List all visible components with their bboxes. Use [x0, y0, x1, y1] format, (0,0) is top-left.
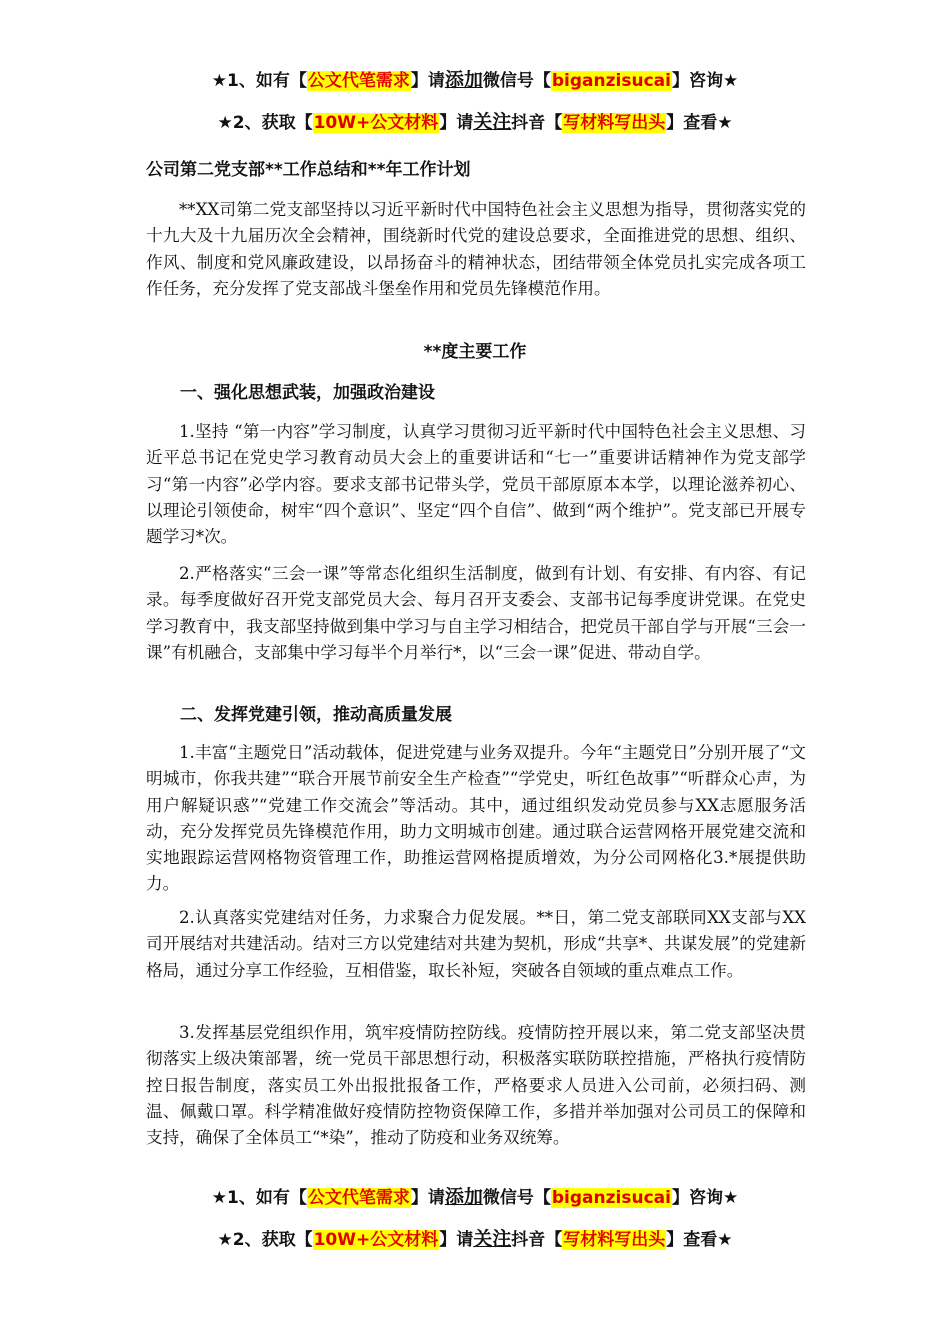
- section-heading-2: 二、发挥党建引领，推动高质量发展: [180, 705, 452, 725]
- section2-paragraph-1: 1.丰富“主题党日”活动载体，促进党建与业务双提升。今年“主题党日”分别开展了“文明城市，你我共建”“联合开展节前安全生产检查”“学党史，听红色故事”“听群众心声，为用户解疑识惑”“党建工作交流会”等活动。其中，通过组织发动党员参与XX志愿服务活动，充分发挥党员先锋模范作用，助力文明城市创建。通过联合运营网格开展党建交流和实地跟踪运营网格物资管理工作，助推运营网格提质增效，为分公司网格化3.*展提供助力。: [146, 743, 806, 894]
- section2-paragraph-2: 2.认真落实党建结对任务，力求聚合力促发展。**日，第二党支部联同XX支部与XX司开展结对共建活动。结对三方以党建结对共建为契机，形成“共享*、共谋发展”的党建新格局，通过分享工作经验，互相借鉴，取长补短，突破各自领域的重点难点工作。: [146, 908, 806, 980]
- section-heading-1: 一、强化思想武装，加强政治建设: [180, 383, 435, 403]
- promo-douyin-id: 写材料写出头: [563, 113, 666, 133]
- promo-highlight: 公文代笔需求: [307, 1188, 410, 1208]
- section1-paragraph-1: 1.坚持 “第一内容”学习制度，认真学习贯彻习近平新时代中国特色社会主义思想、习近平总书记在党史学习教育动员大会上的重要讲话和“七一”重要讲话精神作为党支部学习“第一内容”必学内容。要求支部书记带头学，党员干部原原本本学，以理论滋养初心、以理论引领使命，树牢“四个意识”、坚定“四个自信”、做到“两个维护”。党支部已开展专题学习*次。: [146, 422, 806, 547]
- promo-line-2: ★2、获取【10W+公文材料】请关注抖音【写材料写出头】查看★: [217, 111, 733, 133]
- promo-highlight: 10W+公文材料: [313, 1230, 439, 1250]
- intro-paragraph: **XX司第二党支部坚持以习近平新时代中国特色社会主义思想为指导，贯彻落实党的十九大及十九届历次全会精神，围绕新时代党的建设总要求，全面推进党的思想、组织、作风、制度和党风廉政建设，以昂扬奋斗的精神状态，团结带领全体党员扎实完成各项工作任务，充分发挥了党支部战斗堡垒作用和党员先锋模范作用。: [146, 200, 806, 298]
- promo-wechat-id: biganzisucai: [551, 71, 671, 91]
- promo-line-2-bottom: ★2、获取【10W+公文材料】请关注抖音【写材料写出头】查看★: [217, 1228, 733, 1250]
- promo-highlight: 公文代笔需求: [307, 71, 410, 91]
- document-title: 公司第二党支部**工作总结和**年工作计划: [146, 160, 471, 180]
- promo-highlight: 10W+公文材料: [313, 113, 439, 133]
- promo-wechat-id: biganzisucai: [551, 1188, 671, 1208]
- promo-line-1: ★1、如有【公文代笔需求】请添加微信号【biganzisucai】咨询★: [211, 69, 739, 91]
- section1-paragraph-2: 2.严格落实“三会一课”等常态化组织生活制度，做到有计划、有安排、有内容、有记录。每季度做好召开党支部党员大会、每月召开支委会、支部书记每季度讲党课。在党史学习教育中，我支部坚持做到集中学习与自主学习相结合，把党员干部自学与开展“三会一课”有机融合，支部集中学习每半个月举行*，以“三会一课”促进、带动自学。: [146, 564, 806, 662]
- promo-douyin-id: 写材料写出头: [563, 1230, 666, 1250]
- promo-line-1-bottom: ★1、如有【公文代笔需求】请添加微信号【biganzisucai】咨询★: [211, 1186, 739, 1208]
- section2-paragraph-3: 3.发挥基层党组织作用，筑牢疫情防控防线。疫情防控开展以来，第二党支部坚决贯彻落实上级决策部署，统一党员干部思想行动，积极落实联防联控措施，严格执行疫情防控日报告制度，落实员工外出报批报备工作，严格要求人员进入公司前，必须扫码、测温、佩戴口罩。科学精准做好疫情防控物资保障工作，多措并举加强对公司员工的保障和支持，确保了全体员工“*染”，推动了防疫和业务双统筹。: [146, 1023, 806, 1148]
- main-heading: **度主要工作: [423, 342, 527, 362]
